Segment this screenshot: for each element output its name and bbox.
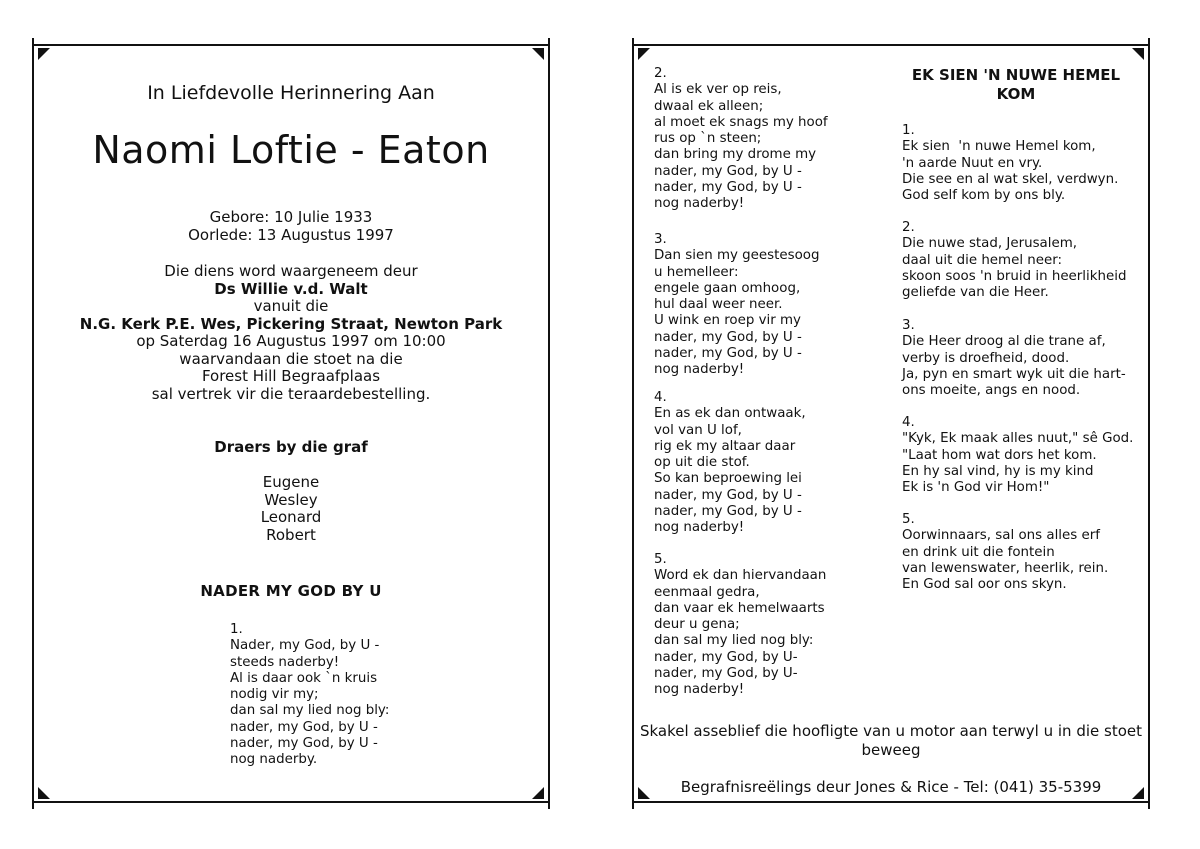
service-line: waarvandaan die stoet na die bbox=[179, 349, 403, 368]
minister-name: Ds Willie v.d. Walt bbox=[214, 279, 368, 298]
church-address: N.G. Kerk P.E. Wes, Pickering Straat, Newton Park bbox=[79, 314, 503, 333]
hymn-verse-2: 2. Al is ek ver op reis, dwaal ek alleen; al moet ek snags my hoof rus op `n steen; dan bring my drome my nader, my God, by U - nader, my God, by U - nog naderby! bbox=[654, 66, 828, 212]
hymn2-title: EK SIEN 'N NUWE HEMEL KOM bbox=[911, 66, 1121, 103]
hymn-verse-4: 4. En as ek dan ontwaak, vol van U lof, rig ek my altaar daar op uit die stof. So kan beproewing lei nader, my God, by U - nader, my God, by U - nog naderby! bbox=[654, 390, 806, 536]
bearer-name: Eugene bbox=[262, 473, 320, 491]
bearer-name: Leonard bbox=[260, 508, 322, 526]
corner-ornament-icon bbox=[638, 48, 650, 60]
corner-ornament-icon bbox=[1132, 48, 1144, 60]
service-datetime: op Saterdag 16 Augustus 1997 om 10:00 bbox=[136, 332, 446, 350]
life-dates bbox=[34, 208, 548, 244]
corner-ornament-icon bbox=[532, 787, 544, 799]
bearers-title: Draers by die graf bbox=[214, 438, 368, 456]
hymn-title: NADER MY GOD BY U bbox=[200, 582, 382, 600]
bearers-list bbox=[34, 474, 548, 544]
service-line: Die diens word waargeneem deur bbox=[164, 262, 418, 280]
hymn-verse-1: 1. Nader, my God, by U - steeds naderby! Al is daar ook `n kruis nodig vir my; dan sal my lied nog bly: nader, my God, by U - nader, my God, by U - nog naderby. bbox=[230, 622, 390, 768]
birth-date: Gebore: 10 Julie 1933 bbox=[209, 208, 373, 226]
service-line: vanuit die bbox=[253, 297, 329, 315]
memorial-intro: In Liefdevolle Herinnering Aan bbox=[147, 82, 435, 104]
funeral-arrangements: Begrafnisreëlings deur Jones & Rice - Tel: (041) 35-5399 bbox=[680, 778, 1102, 796]
right-page bbox=[632, 38, 1150, 809]
cemetery-name: Forest Hill Begraafplaas bbox=[201, 367, 381, 385]
hymn2-verse-2: 2. Die nuwe stad, Jerusalem, daal uit die hemel neer: skoon soos 'n bruid in heerlikheid geliefde van die Heer. bbox=[902, 220, 1127, 301]
corner-ornament-icon bbox=[38, 48, 50, 60]
hymn-verse-3: 3. Dan sien my geestesoog u hemelleer: engele gaan omhoog, hul daal weer neer. U wink en roep vir my nader, my God, by U - nader, my God, by U - nog naderby! bbox=[654, 232, 820, 378]
corner-ornament-icon bbox=[532, 48, 544, 60]
death-date: Oorlede: 13 Augustus 1997 bbox=[188, 226, 394, 244]
hymn2-verse-5: 5. Oorwinnaars, sal ons alles erf en drink uit die fontein van lewenswater, heerlik, rein. En God sal oor ons skyn. bbox=[902, 512, 1109, 593]
service-details bbox=[34, 263, 548, 403]
hymn2-verse-4: 4. "Kyk, Ek maak alles nuut," sê God. "Laat hom wat dors het kom. En hy sal vind, hy is my kind Ek is 'n God vir Hom!" bbox=[902, 415, 1134, 496]
bearer-name: Robert bbox=[266, 525, 316, 544]
service-line: sal vertrek vir die teraardebestelling. bbox=[151, 384, 431, 403]
hymn-verse-5: 5. Word ek dan hiervandaan eenmaal gedra, dan vaar ek hemelwaarts deur u gena; dan sal my lied nog bly: nader, my God, by U- nader, my God, by U- nog naderby! bbox=[654, 552, 827, 698]
deceased-name: Naomi Loftie - Eaton bbox=[92, 128, 490, 172]
headlights-notice: Skakel asseblief die hoofligte van u motor aan terwyl u in die stoet beweeg bbox=[639, 722, 1142, 759]
bearer-name: Wesley bbox=[264, 490, 318, 509]
corner-ornament-icon bbox=[38, 787, 50, 799]
hymn2-verse-1: 1. Ek sien 'n nuwe Hemel kom, 'n aarde Nuut en vry. Die see en al wat skel, verdwyn. God self kom by ons bly. bbox=[902, 123, 1119, 204]
left-page bbox=[32, 38, 550, 809]
hymn2-verse-3: 3. Die Heer droog al die trane af, verby is droefheid, dood. Ja, pyn en smart wyk uit die hart- ons moeite, angs en nood. bbox=[902, 318, 1126, 399]
